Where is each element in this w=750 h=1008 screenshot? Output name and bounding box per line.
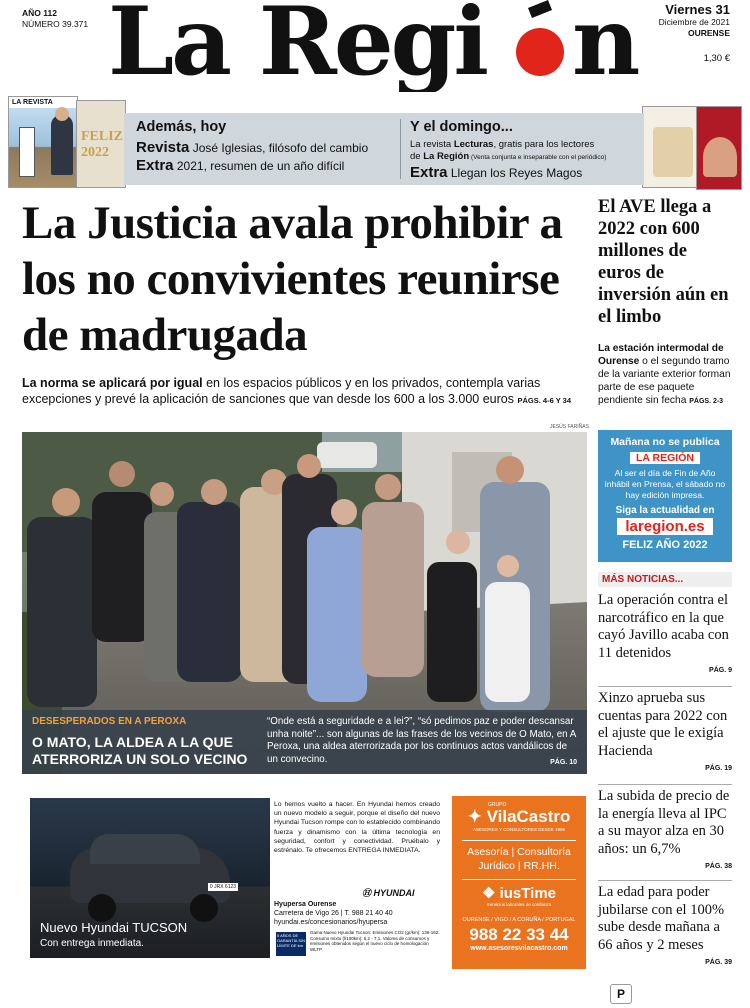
revista-cover-label: LA REVISTA — [9, 97, 77, 108]
sunday-extra[interactable] — [410, 164, 640, 182]
vilacastro-web[interactable]: www.asesoresvilacastro.com — [470, 945, 568, 952]
p-logo-icon[interactable]: P — [610, 984, 632, 1004]
sunday-line-1: La revista Lecturas, gratis para los lectores — [410, 139, 595, 150]
issue-date — [659, 4, 730, 64]
hyundai-model: Nuevo Hyundai TUCSON — [40, 920, 188, 935]
extra-cover[interactable]: FELIZ 2022 — [76, 100, 126, 188]
no-edition-notice[interactable] — [598, 430, 732, 562]
issue-info — [22, 8, 88, 30]
warranty-badge: 5 AÑOS DE GARANTÍA SIN LÍMITE DE km — [276, 932, 306, 956]
supplements-band — [124, 113, 644, 185]
iustime-sub: Servicios laborales de confianza — [486, 902, 552, 907]
today-item-text: José Iglesias, filósofo del cambio — [192, 141, 369, 155]
caption-body: “Onde está a seguridade e a lei?”, “só pedimos paz e poder descansar unha noite”... son algunas de las frases de los vecinos de O Mato, en A Peroxa, una aldea aterrorizada por los continuos actos vandálicos de un convecino. — [267, 716, 576, 765]
sunday-extra-name: Extra — [410, 164, 448, 181]
vilacastro-logo-icon: ✦ — [467, 807, 482, 826]
photo-credit: JESÚS FARIÑAS — [550, 424, 589, 430]
brief-divider — [598, 686, 732, 687]
weekday: Viernes 31 — [665, 2, 730, 17]
more-news-label: MÁS NOTICIAS... — [598, 572, 732, 587]
issue-number: NÚMERO 39.371 — [22, 19, 89, 29]
svg-text:La Regi: La Regi — [108, 0, 487, 92]
today-item[interactable] — [136, 157, 406, 175]
price: 1,30 € — [703, 53, 730, 64]
hyundai-body: Lo hemos vuelto a hacer. En Hyundai hemos creado un nuevo modelo a seguir, porque el diseño del nuevo Hyundai Tucson rompe con lo establecido combinando fuerza y dinamismo con la última tecnología en seguridad, confort y conectividad. Pruébalo y estrénalo. Te ofrecemos ENTREGA INMEDIATA. — [274, 801, 440, 855]
car-plate: 0 JRX 6123 — [209, 884, 237, 890]
revista-cover[interactable] — [8, 96, 78, 188]
brief-page: PÁG. 38 — [705, 863, 732, 870]
main-headline[interactable]: La Justicia avala prohibir a los no convivientes reunirse de madrugada — [22, 197, 563, 361]
notice-line-1: Mañana no se publica — [610, 436, 720, 448]
lead-bold: La norma se aplicará por igual — [22, 376, 203, 390]
brief-divider — [598, 880, 732, 881]
iustime-logo-icon: ❖ — [481, 885, 496, 902]
brief-page: PÁG. 19 — [705, 765, 732, 772]
lead-text: en los espacios públicos y en los privados, contempla varias excepciones y prevé la aplicación de sanciones que van desde los 600 a los 3.000 euros — [22, 376, 541, 406]
vilacastro-services-2: Jurídico | RR.HH. — [478, 860, 560, 872]
caption-page: PÁG. 10 — [550, 759, 577, 766]
ave-text: La estación intermodal de Ourense o el segundo tramo de la variante exterior forman parte de ese paquete pendiente sin fecha PÁGS. 2-3 — [598, 343, 731, 406]
supplements-sunday — [410, 113, 640, 185]
hyundai-logo-icon: Ⓗ — [362, 888, 372, 898]
hyundai-emissions: Gama Nuevo Hyundai Tucson: Emisiones CO2 (gr/km): 136-162. Consumo mixto (l/100km): 5,2 - 7,1. Valores de consumos y emisiones obtenidos según el nuevo ciclo de homologación WLTP. — [310, 930, 440, 952]
brief-item[interactable] — [598, 690, 732, 778]
notice-site-link[interactable]: laregion.es — [617, 518, 712, 535]
newspaper-logo[interactable] — [108, 0, 648, 92]
sunday-line-2: de La Región (Venta conjunta e inseparable con el periódico) — [410, 151, 607, 162]
today-item-name: Revista — [136, 139, 190, 156]
issue-year: AÑO 112 — [22, 8, 57, 18]
today-item[interactable] — [136, 139, 406, 157]
vilacastro-phone[interactable]: 988 22 33 44 — [469, 925, 569, 944]
right-column-top — [598, 196, 732, 408]
brief-item[interactable] — [598, 884, 732, 972]
date-line: Diciembre de 2021 — [658, 17, 730, 27]
sunday-title: Y el domingo... — [410, 119, 513, 135]
brief-item[interactable] — [598, 592, 732, 680]
brief-item[interactable] — [598, 788, 732, 876]
brief-page: PÁG. 9 — [709, 667, 732, 674]
city: OURENSE — [687, 28, 730, 38]
today-item-text: 2021, resumen de un año difícil — [176, 159, 345, 173]
caption-kicker: DESESPERADOS EN A PEROXA — [32, 716, 187, 727]
vilacastro-ad[interactable] — [452, 796, 586, 969]
lecturas-cover[interactable] — [642, 106, 702, 188]
supplements-today — [136, 113, 406, 185]
brief-text: La edad para poder jubilarse con el 100% sube desde mañana a 66 años y 2 meses — [598, 884, 725, 953]
hyundai-car-image — [30, 798, 270, 958]
brief-text: La operación contra el narcotráfico en la que cayó Javillo acaba con 11 detenidos — [598, 592, 729, 661]
notice-line-2: LA REGIÓN — [630, 452, 700, 464]
today-item-name: Extra — [136, 157, 174, 174]
brief-divider — [598, 784, 732, 785]
photo-caption[interactable] — [22, 710, 587, 774]
notice-wish: FELIZ AÑO 2022 — [622, 539, 708, 551]
caption-title: O MATO, LA ALDEA A LA QUE ATERRORIZA UN SOLO VECINO — [32, 734, 248, 767]
hyundai-dealer: Hyupersa Ourense Carretera de Vigo 26 | T. 988 21 40 40 hyundai.es/concesionarios/hyupersa — [274, 901, 393, 926]
vilacastro-services-1: Asesoría | Consultoría — [467, 846, 571, 858]
brief-text: Xinzo aprueba sus cuentas para 2022 con el ajuste que le exigía Hacienda — [598, 690, 728, 759]
svg-text:n: n — [572, 0, 638, 92]
vilacastro-cities: OURENSE / VIGO / A CORUÑA / PORTUGAL — [462, 917, 576, 923]
vilacastro-group: GRUPO — [488, 802, 507, 808]
ave-pages: PÁGS. 2-3 — [689, 398, 724, 405]
notice-body: Al ser el día de Fin de Año inhábil en Prensa, el sábado no hay edición impresa. — [604, 468, 726, 500]
iustime-brand: ❖ iusTime — [481, 885, 557, 902]
vilacastro-brand: ✦ VilaCastro — [467, 807, 571, 826]
lead-pages: PÁGS. 4-6 Y 34 — [517, 396, 571, 405]
brief-page: PÁG. 39 — [705, 959, 732, 966]
today-title: Además, hoy — [136, 119, 227, 135]
hyundai-brand: Ⓗ HYUNDAI — [362, 888, 415, 898]
brief-text: La subida de precio de la energía lleva al IPC a su mayor alza en 30 años: un 6,7% — [598, 788, 730, 857]
hyundai-ad[interactable] — [22, 790, 446, 960]
ave-headline[interactable]: El AVE llega a 2022 con 600 millones de euros de inversión aún en el limbo — [598, 197, 729, 327]
hyundai-tagline: Con entrega inmediata. — [40, 938, 144, 949]
main-lead — [22, 375, 587, 409]
notice-follow: Siga la actualidad en — [615, 505, 715, 516]
vilacastro-sub: ASESORES Y CONSULTORES DESDE 1996 — [473, 827, 565, 832]
extra-reyes-cover[interactable] — [696, 106, 742, 190]
sunday-extra-text: Llegan los Reyes Magos — [450, 166, 583, 180]
